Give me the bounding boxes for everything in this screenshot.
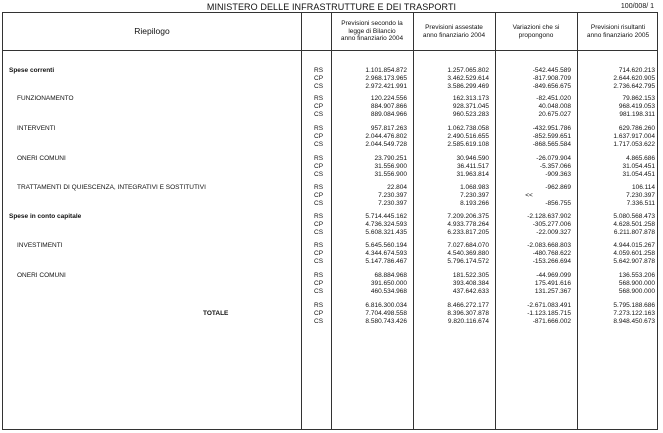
row-label: FUNZIONAMENTO [17,95,74,102]
value-cell: 181.522.305 [452,272,489,279]
row-code: CS [314,200,324,207]
value-cell: 5.608.321.435 [365,229,407,236]
value-cell: 23.790.251 [374,155,407,162]
value-cell: 7.273.122.163 [613,310,655,317]
value-cell: 106.114 [631,184,655,191]
value-cell: 6.816.300.034 [365,302,407,309]
value-cell: 20.675.027 [538,111,571,118]
header-divider [3,50,657,51]
value-cell: -2.128.637.902 [527,213,571,220]
value-cell: 8.193.266 [460,200,489,207]
value-cell: -2.671.083.491 [527,302,571,309]
value-cell: 4.344.674.593 [365,250,407,257]
value-cell: 5.147.786.467 [365,258,407,265]
value-cell: 68.884.968 [374,272,407,279]
row-label: Spese in conto capitale [9,213,82,220]
value-cell: -305.277.006 [532,221,571,228]
row-code: CP [314,192,324,199]
row-label: Spese correnti [9,67,55,74]
value-cell: 120.224.556 [370,95,407,102]
row-code: CP [314,280,324,287]
page-reference: 100/008/ 1 [620,3,654,10]
value-cell: 437.642.633 [452,288,489,295]
value-cell: -82.451.020 [536,95,571,102]
value-cell: 6.211.807.878 [613,229,655,236]
row-code: CS [314,229,324,236]
value-cell: 7.209.206.375 [447,213,489,220]
value-cell: 2.972.421.991 [365,83,407,90]
row-code: CS [314,171,324,178]
value-cell: 175.491.616 [534,280,571,287]
row-code: CS [314,258,324,265]
value-cell: 31.556.900 [374,163,407,170]
value-cell: 7.027.684.070 [447,242,489,249]
row-label: TRATTAMENTI DI QUIESCENZA, INTEGRATIVI E SOSTITUTIVI [17,184,206,191]
value-cell: 1.062.738.058 [447,125,489,132]
value-cell: 1.717.053.622 [613,141,655,148]
value-cell: 6.233.817.205 [447,229,489,236]
row-code: CS [314,318,324,325]
value-cell: 2.044.549.728 [365,141,407,148]
row-code: CP [314,133,324,140]
header-previsioni-assestate [413,13,495,50]
value-cell: 1.637.917.004 [613,133,655,140]
row-label: TOTALE [203,310,229,317]
header-line: propongono [518,31,554,39]
value-cell: 4.628.501.258 [613,221,655,228]
value-cell: -871.666.002 [532,318,571,325]
value-cell: 7.230.397 [378,192,407,199]
ministry-title: MINISTERO DELLE INFRASTRUTTURE E DEI TRASPORTI [206,2,457,12]
value-cell: 79.862.153 [622,95,655,102]
row-label: INTERVENTI [17,125,56,132]
value-cell: 957.817.263 [370,125,407,132]
row-code: RS [314,302,324,309]
value-cell: 5.714.445.162 [365,213,407,220]
value-cell: -962.869 [545,184,571,191]
value-cell: 8.948.450.673 [613,318,655,325]
row-code: CS [314,141,324,148]
value-cell: 2.490.516.655 [447,133,489,140]
header-riepilogo: Riepilogo [134,25,170,36]
row-code: CP [314,221,324,228]
value-cell: 391.650.000 [370,280,407,287]
value-cell: 7.704.498.558 [365,310,407,317]
row-label: ONERI COMUNI [17,272,66,279]
row-code: RS [314,184,324,191]
value-cell: -432.951.786 [532,125,571,132]
value-cell: 960.523.283 [452,111,489,118]
value-cell: -22.009.327 [536,229,571,236]
value-cell: 4.865.686 [626,155,655,162]
value-cell: 1.101.854.872 [365,67,407,74]
value-cell: -868.565.584 [532,141,571,148]
value-cell: 460.534.968 [370,288,407,295]
row-code: RS [314,155,324,162]
value-cell: -44.969.099 [536,272,571,279]
header-line: legge di Bilancio [348,27,396,35]
row-code: CP [314,250,324,257]
value-cell: -909.363 [545,171,571,178]
value-cell: 8.580.743.426 [365,318,407,325]
value-cell: 7.230.397 [460,192,489,199]
value-cell: 5.642.907.878 [613,258,655,265]
value-cell: -852.599.651 [532,133,571,140]
value-cell: 393.408.384 [452,280,489,287]
value-cell: 8.466.272.177 [447,302,489,309]
value-cell: 981.198.311 [619,111,655,118]
value-cell: -542.445.589 [532,67,571,74]
value-cell: 4.059.601.258 [613,250,655,257]
value-cell: -817.908.709 [532,75,571,82]
row-code: RS [314,125,324,132]
value-cell: 1.257.065.802 [447,67,489,74]
value-cell: 30.946.590 [456,155,489,162]
header-previsioni-risultanti [577,13,659,50]
value-cell: 31.054.451 [622,171,655,178]
value-cell: 162.313.173 [452,95,489,102]
value-cell: 3.462.529.614 [447,75,489,82]
header-line: Previsioni assestate [425,24,483,31]
value-cell: 31.963.814 [456,171,489,178]
value-cell: 4.736.324.593 [365,221,407,228]
header-line: Previsioni secondo la [341,20,403,28]
value-cell: 2.044.476.802 [365,133,407,140]
value-cell: -153.266.694 [532,258,571,265]
value-cell: << [525,192,533,199]
row-code: CP [314,163,324,170]
row-code: CS [314,83,324,90]
row-code: RS [314,95,324,102]
value-cell: 5.080.568.473 [613,213,655,220]
value-cell: 9.820.116.674 [447,318,489,325]
value-cell: 4.933.778.264 [447,221,489,228]
value-cell: 629.786.260 [618,125,655,132]
value-cell: -856.755 [545,200,571,207]
row-code: RS [314,67,324,74]
header-line: Variazioni che si [512,24,560,31]
row-label: INVESTIMENTI [17,242,63,249]
header-line: anno finanziario 2004 [422,31,486,39]
value-cell: 1.068.983 [460,184,489,191]
value-cell: 2.968.173.965 [365,75,407,82]
value-cell: 40.048.008 [538,103,571,110]
row-label: ONERI COMUNI [17,155,66,162]
value-cell: -2.083.668.803 [527,242,571,249]
column-divider [301,13,302,429]
value-cell: 4.540.369.880 [447,250,489,257]
row-code: RS [314,272,324,279]
value-cell: 7.230.397 [378,200,407,207]
value-cell: 889.084.966 [370,111,407,118]
row-code: CS [314,111,324,118]
value-cell: -26.079.904 [536,155,571,162]
value-cell: -480.768.622 [532,250,571,257]
value-cell: 4.944.015.267 [613,242,655,249]
summary-table [2,12,658,430]
row-code: RS [314,213,324,220]
value-cell: 7.230.397 [626,192,655,199]
value-cell: 928.371.045 [452,103,489,110]
value-cell: 5.795.188.686 [613,302,655,309]
value-cell: 714.620.213 [618,67,655,74]
value-cell: 36.411.517 [456,163,489,170]
value-cell: -849.656.675 [532,83,571,90]
value-cell: 3.586.299.469 [447,83,489,90]
value-cell: 22.804 [387,184,407,191]
value-cell: 568.900.000 [618,288,655,295]
value-cell: 568.900.000 [618,280,655,287]
value-cell: 5.796.174.572 [447,258,489,265]
row-code: CP [314,310,324,317]
header-line: anno finanziario 2005 [586,31,650,39]
value-cell: 2.736.642.795 [613,83,655,90]
value-cell: 2.585.619.108 [447,141,489,148]
value-cell: 884.907.866 [370,103,407,110]
value-cell: 31.556.900 [374,171,407,178]
value-cell: 136.553.206 [618,272,655,279]
header-line: anno finanziario 2004 [340,35,404,43]
row-code: CS [314,288,324,295]
value-cell: 8.396.307.878 [447,310,489,317]
value-cell: 31.054.451 [622,163,655,170]
row-code: CP [314,75,324,82]
value-cell: 5.645.560.194 [365,242,407,249]
row-code: CP [314,103,324,110]
value-cell: -1.123.185.715 [527,310,571,317]
header-variazioni [495,13,577,50]
value-cell: 7.336.511 [626,200,655,207]
value-cell: 131.257.367 [534,288,571,295]
row-code: RS [314,242,324,249]
value-cell: 2.644.620.905 [613,75,655,82]
value-cell: -5.357.066 [539,163,571,170]
header-line: Previsioni risultanti [590,24,646,31]
value-cell: 968.419.053 [618,103,655,110]
header-previsioni-bilancio [331,13,413,50]
